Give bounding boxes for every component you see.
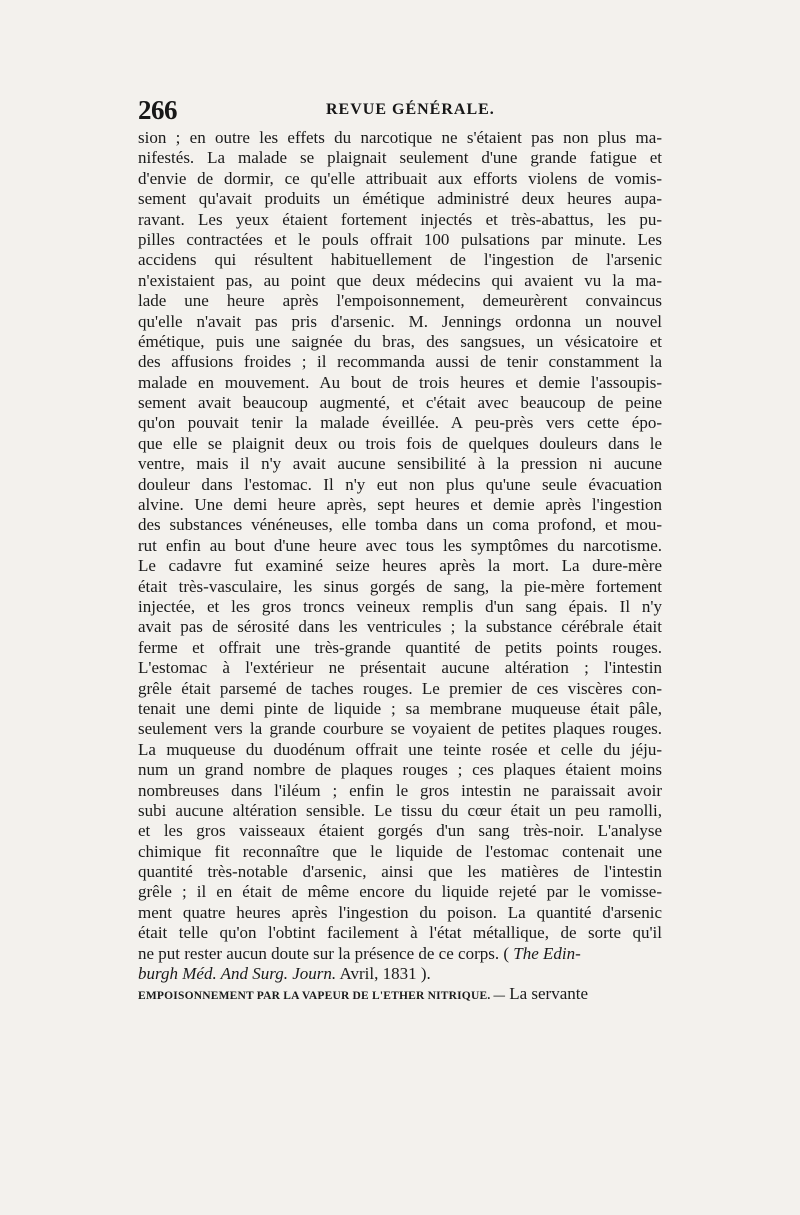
text-line: pilles contractées et le pouls offrait 100 pulsations par minute. Les <box>138 229 662 249</box>
text-line: nifestés. La malade se plaignait seulement d'une grande fatigue et <box>138 148 662 168</box>
text-line: L'estomac à l'extérieur ne présentait aucune altération ; l'intestin <box>138 658 662 678</box>
text-line: douleur dans l'estomac. Il n'y eut non plus qu'une seule évacuation <box>138 474 662 494</box>
text-line: chimique fit reconnaître que le liquide de l'estomac contenait une <box>138 841 662 861</box>
citation-line-1 <box>138 944 662 964</box>
text-line: num un grand nombre de plaques rouges ; ces plaques étaient moins <box>138 760 662 780</box>
journal-title-part-2: burgh Méd. And Surg. Journ. <box>138 964 337 984</box>
text-line: nombreuses dans l'iléum ; enfin le gros intestin ne paraissait avoir <box>138 780 662 800</box>
text-line: était très-vasculaire, les sinus gorgés de sang, la pie-mère fortement <box>138 576 662 596</box>
text-line: lade une heure après l'empoisonnement, demeurèrent convaincus <box>138 291 662 311</box>
text-line: alvine. Une demi heure après, sept heures et demie après l'ingestion <box>138 495 662 515</box>
text-line: qu'on pouvait tenir la malade éveillée. A peu-près vers cette épo- <box>138 413 662 433</box>
text-line: d'envie de dormir, ce qu'elle attribuait aux efforts violens de vomis- <box>138 168 662 188</box>
text-line: tenait une demi pinte de liquide ; sa membrane muqueuse était pâle, <box>138 698 662 718</box>
text-line: Le cadavre fut examiné seize heures après la mort. La dure-mère <box>138 556 662 576</box>
text-line: seulement vers la grande courbure se voyaient de petites plaques rouges. <box>138 719 662 739</box>
citation-open: ( <box>499 943 510 963</box>
text-line: sement avait beaucoup augmenté, et c'était avec beaucoup de peine <box>138 393 662 413</box>
text-line: qu'elle n'avait pas pris d'arsenic. M. Jennings ordonna un nouvel <box>138 311 662 331</box>
section-heading: EMPOISONNEMENT PAR LA VAPEUR DE L'ETHER NITRIQUE. — <box>138 990 506 1003</box>
text-line: sion ; en outre les effets du narcotique ne s'étaient pas non plus ma- <box>138 128 662 147</box>
section-heading-line <box>138 984 662 1004</box>
text-line: était telle qu'on l'obtint facilement à l'état métallique, de sorte qu'il <box>138 923 662 943</box>
text-line: grêle était parsemé de taches rouges. Le premier de ces viscères con- <box>138 678 662 698</box>
page-number: 266 <box>138 95 177 125</box>
text-line: subi aucune altération sensible. Le tissu du cœur était un peu ramolli, <box>138 800 662 820</box>
text-line: injectée, et les gros troncs veineux remplis d'un sang épais. Il n'y <box>138 596 662 616</box>
text-line: malade en mouvement. Au bout de trois heures et demie l'assoupis- <box>138 372 662 392</box>
text-line: ferme et offrait une très-grande quantité de petits points rouges. <box>138 637 662 657</box>
text-line: des affusions froides ; il recommanda aussi de tenir constamment la <box>138 352 662 372</box>
text-line: ment quatre heures après l'ingestion du poison. La quantité d'arsenic <box>138 902 662 922</box>
text-line: sement qu'avait produits un émétique administré deux heures aupa- <box>138 189 662 209</box>
text-line: quantité très-notable d'arsenic, ainsi que les matières de l'intestin <box>138 862 662 882</box>
citation-date: Avril, 1831 ). <box>336 964 431 984</box>
text-line: des substances vénéneuses, elle tomba dans un coma profond, et mou- <box>138 515 662 535</box>
section-continuation: La servante <box>509 984 589 1004</box>
text-line: que elle se plaignit deux ou trois fois de quelques douleurs dans le <box>138 433 662 453</box>
text-line: grêle ; il en était de même encore du liquide rejeté par le vomisse- <box>138 882 662 902</box>
page-header <box>138 94 660 126</box>
running-head: REVUE GÉNÉRALE. <box>326 101 495 118</box>
text-line: n'existaient pas, au point que deux médecins qui avaient vu la ma- <box>138 270 662 290</box>
text-fragment: ne put rester aucun doute sur la présence de ce corps. <box>138 943 500 963</box>
text-line: avait pas de sérosité dans les ventricules ; la substance cérébrale était <box>138 617 662 637</box>
text-line: émétique, puis une saignée du bras, des sangsues, un vésicatoire et <box>138 331 662 351</box>
text-line: ravant. Les yeux étaient fortement injectés et très-abattus, les pu- <box>138 209 662 229</box>
text-line: ventre, mais il n'y avait aucune sensibilité à la pression ni aucune <box>138 454 662 474</box>
journal-title-part-1: The Edin- <box>513 943 581 963</box>
text-line: rut enfin au bout d'une heure avec tous les symptômes du narcotisme. <box>138 535 662 555</box>
text-line: La muqueuse du duodénum offrait une teinte rosée et celle du jéju- <box>138 739 662 759</box>
text-line: et les gros vaisseaux étaient gorgés d'un sang très-noir. L'analyse <box>138 821 662 841</box>
citation-line-2 <box>138 964 662 984</box>
text-line: accidens qui résultent habituellement de l'ingestion de l'arsenic <box>138 250 662 270</box>
article-text <box>138 128 662 1005</box>
